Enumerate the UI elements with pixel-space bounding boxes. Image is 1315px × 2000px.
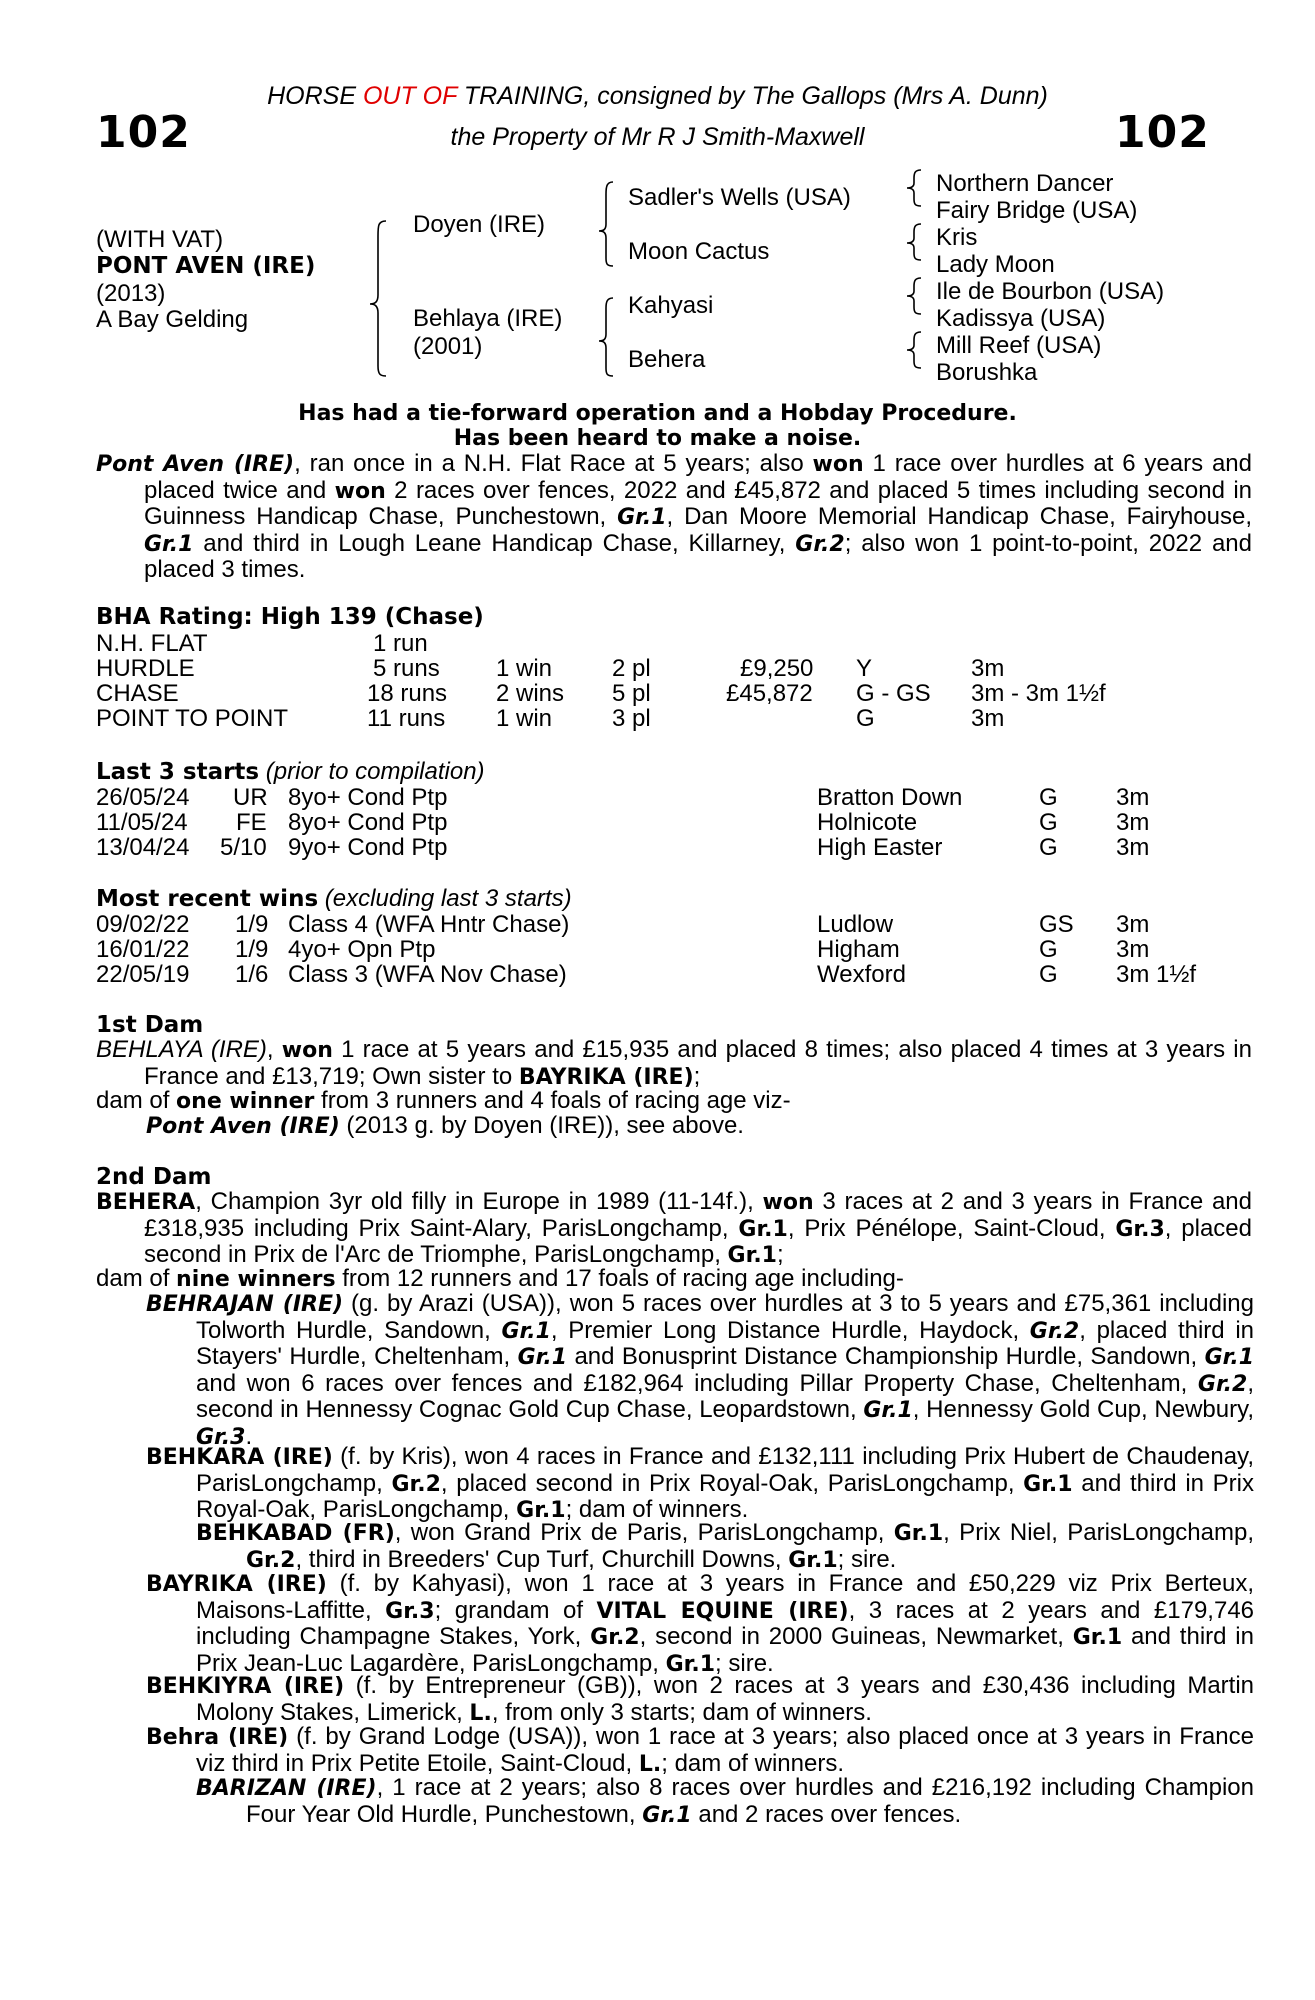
property-line: the Property of Mr R J Smith-Maxwell — [450, 123, 865, 151]
dam-sire-name: Kahyasi — [628, 292, 714, 319]
ggen-4: Lady Moon — [936, 251, 1055, 278]
noise-note: Has been heard to make a noise. — [453, 426, 862, 451]
progeny-entry-behkara: BEHKARA (IRE) (f. by Kris), won 4 races in France and £132,111 including Prix Hubert de Chaudenay, ParisLongchamp, Gr.2, placed second in Prix Royal-Oak, ParisLongchamp, Gr.1 and third in Prix Royal-Oak, ParisLongchamp, Gr.1; dam of winners. — [146, 1443, 1254, 1523]
ggen-8: Borushka — [936, 359, 1038, 386]
progeny-entry-behra: Behra (IRE) (f. by Grand Lodge (USA)), won 1 race at 3 years; also placed once at 3 years in France viz third in Prix Petite Etoile, Saint-Cloud, L.; dam of winners. — [146, 1723, 1254, 1777]
second-dam-name: BEHERA — [96, 1190, 196, 1215]
consignor-line: HORSE OUT OF TRAINING, consigned by The Gallops (Mrs A. Dunn) — [267, 82, 1048, 110]
second-dam-text: BEHERA, Champion 3yr old filly in Europe in 1989 (11-14f.), won 3 races at 2 and 3 years in France and £318,935 including Prix Saint-Alary, ParisLongchamp, Gr.1, Prix Pénélope, Saint-Cloud, Gr.3, placed second in Prix de l'Arc de Triomphe, ParisLongchamp, Gr.1; — [96, 1188, 1253, 1268]
second-dam-title: 2nd Dam — [96, 1164, 212, 1190]
progeny-entry-behrajan: BEHRAJAN (IRE) (g. by Arazi (USA)), won 5 races over hurdles at 3 to 5 years and £75,361 including Tolworth Hurdle, Sandown, Gr.1, Premier Long Distance Hurdle, Haydock, Gr.2, placed third in Stayers' Hurdle, Cheltenham, Gr.1 and Bonusprint Distance Championship Hurdle, Sandown, Gr.1 and won 6 races over fences and £182,964 including Pillar Property Chase, Cheltenham, Gr.2, second in Hennessy Cognac Gold Cup Chase, Leopardstown, Gr.1, Hennessy Gold Cup, Newbury, Gr.3. — [146, 1290, 1254, 1450]
ggen-3: Kris — [936, 224, 978, 251]
racing-summary: Pont Aven (IRE), ran once in a N.H. Flat Race at 5 years; also won 1 race over hurdles at 6 years and placed twice and won 2 races over fences, 2022 and £45,872 and placed 5 times including second in Guinness Handicap Chase, Punchestown, Gr.1, Dan Moore Memorial Handicap Chase, Fairyhouse, Gr.1 and third in Lough Leane Handicap Chase, Killarney, Gr.2; also won 1 point-to-point, 2022 and placed 3 times. — [96, 450, 1252, 583]
last3-title: Last 3 starts (prior to compilation) — [96, 758, 485, 785]
horse-vat: (WITH VAT) — [96, 226, 224, 253]
horse-year: (2013) — [96, 280, 166, 307]
ggen-5: Ile de Bourbon (USA) — [936, 278, 1165, 305]
ggen-2: Fairy Bridge (USA) — [936, 197, 1138, 224]
lot-number-left: 102 — [96, 107, 191, 158]
operation-note: Has had a tie-forward operation and a Hobday Procedure. — [298, 401, 1017, 426]
ggen-7: Mill Reef (USA) — [936, 332, 1102, 359]
ggen-6: Kadissya (USA) — [936, 305, 1106, 332]
second-dam-produce: dam of nine winners from 12 runners and 17 foals of racing age including- — [96, 1265, 904, 1292]
first-dam-title: 1st Dam — [96, 1012, 204, 1038]
recent-wins-title: Most recent wins (excluding last 3 starts) — [96, 885, 572, 912]
sire-name: Doyen (IRE) — [413, 211, 546, 238]
first-dam-produce: dam of one winner from 3 runners and 4 foals of racing age viz- — [96, 1087, 791, 1114]
summary-horse-name: Pont Aven (IRE) — [96, 452, 295, 477]
out-of-training-label: OUT OF — [362, 82, 457, 110]
dam-year: (2001) — [413, 333, 483, 360]
dam-dam-name: Behera — [628, 346, 706, 373]
sire-dam-name: Moon Cactus — [628, 238, 770, 265]
sire-sire-name: Sadler's Wells (USA) — [628, 184, 851, 211]
bha-rating-title: BHA Rating: High 139 (Chase) — [96, 604, 484, 630]
ggen-1: Northern Dancer — [936, 170, 1114, 197]
first-dam-name: BEHLAYA (IRE) — [96, 1036, 267, 1063]
first-dam-text: BEHLAYA (IRE), won 1 race at 5 years and £15,935 and placed 8 times; also placed 4 times at 3 years in France and £13,719; Own sister to BAYRIKA (IRE); — [96, 1036, 1252, 1090]
horse-name: PONT AVEN (IRE) — [96, 253, 316, 279]
first-dam-progeny: Pont Aven (IRE) (2013 g. by Doyen (IRE)), see above. — [146, 1112, 744, 1139]
progeny-entry-bayrika: BAYRIKA (IRE) (f. by Kahyasi), won 1 race at 3 years in France and £50,229 viz Prix Berteux, Maisons-Laffitte, Gr.3; grandam of VITAL EQUINE (IRE), 3 races at 2 years and £179,746 including Champagne Stakes, York, Gr.2, second in 2000 Guineas, Newmarket, Gr.1 and third in Prix Jean-Luc Lagardère, ParisLongchamp, Gr.1; sire. — [146, 1570, 1255, 1677]
progeny-entry-barizan: BARIZAN (IRE), 1 race at 2 years; also 8 races over hurdles and £216,192 including Champion Four Year Old Hurdle, Punchestown, Gr.1 and 2 races over fences. — [196, 1774, 1255, 1828]
progeny-entry-behkabad: BEHKABAD (FR), won Grand Prix de Paris, ParisLongchamp, Gr.1, Prix Niel, ParisLongchamp, Gr.2, third in Breeders' Cup Turf, Churchill Downs, Gr.1; sire. — [196, 1519, 1254, 1573]
dam-name: Behlaya (IRE) — [413, 305, 563, 332]
horse-description: A Bay Gelding — [96, 306, 249, 333]
lot-number-right: 102 — [1115, 107, 1210, 158]
progeny-entry-behkiyra: BEHKIYRA (IRE) (f. by Entrepreneur (GB)), won 2 races at 3 years and £30,436 including Martin Molony Stakes, Limerick, L., from only 3 starts; dam of winners. — [146, 1672, 1255, 1726]
